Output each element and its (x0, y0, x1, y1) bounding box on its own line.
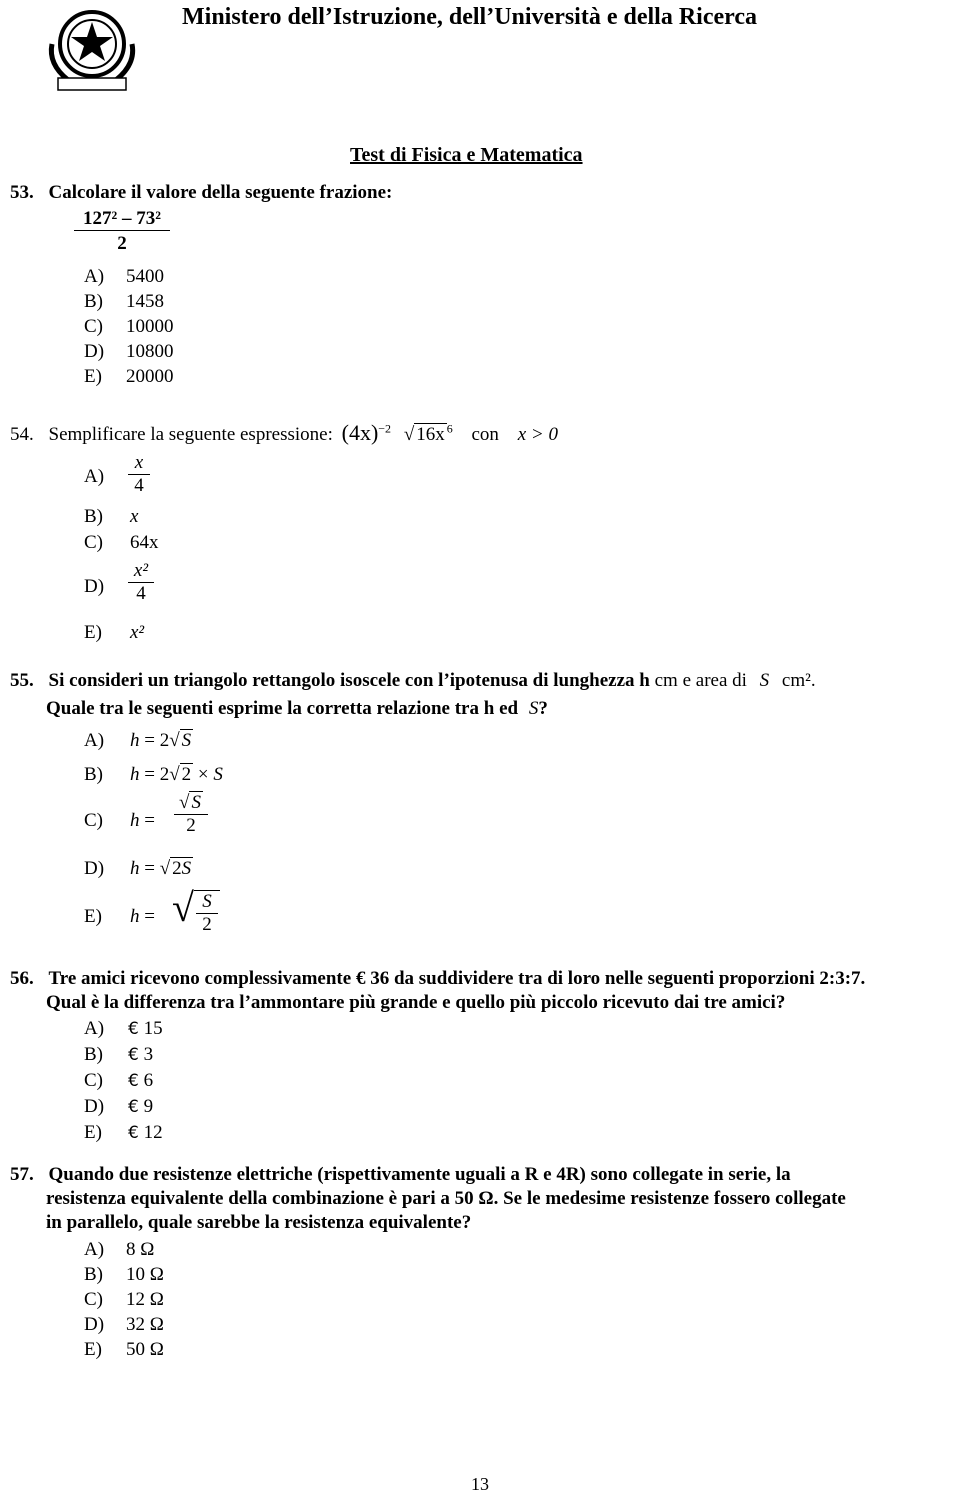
option-c: C) 12 Ω (84, 1289, 164, 1310)
option-b-value: x (130, 506, 139, 527)
option-d-num: x² (128, 560, 154, 583)
question-number: 53. (10, 182, 34, 203)
option-c: C) € 6 (84, 1070, 154, 1091)
option-e-root: √ $\frac{S}{2}$ (172, 888, 220, 936)
option-c-formula: h = (130, 810, 155, 831)
option-d: D) 32 Ω (84, 1314, 164, 1335)
question-57-line2: resistenza equivalente della combinazione è pari a 50 Ω. Se le medesime resistenze fossero collegate (46, 1188, 846, 1209)
option-d-letter: D) (84, 858, 105, 879)
option-c: C) 10000 (84, 316, 174, 337)
option-a-letter: A) (84, 466, 105, 487)
option-d-den: 4 (136, 583, 146, 604)
question-54: 54. Semplificare la seguente espressione: $(4x)^{-2}$ √ 16x $^6$ con x > 0 (10, 420, 558, 445)
option-c-letter: C) (84, 810, 103, 831)
option-b-letter: B) (84, 764, 103, 785)
fraction-numerator: 127² – 73² (74, 208, 170, 231)
option-a: A) 5400 (84, 266, 164, 287)
question-text: Calcolare il valore della seguente frazione: (48, 182, 393, 203)
section-title: Test di Fisica e Matematica (350, 144, 583, 166)
option-a: A) € 15 (84, 1018, 163, 1039)
option-b-letter: B) (84, 506, 103, 527)
option-c-letter: C) (84, 532, 103, 553)
question-56-line2: Qual è la differenza tra l’ammontare più grande e quello più piccolo ricevuto dai tre amici? (46, 992, 786, 1013)
option-e: E) 50 Ω (84, 1339, 164, 1360)
option-a: A) 8 Ω (84, 1239, 155, 1260)
question-number: 54. (10, 424, 34, 445)
option-b-formula: h = 2√ 2 × S (130, 764, 223, 785)
option-b: B) 10 Ω (84, 1264, 164, 1285)
option-e: E) 20000 (84, 366, 174, 387)
option-a-letter: A) (84, 730, 105, 751)
question-55-line1: 55. Si consideri un triangolo rettangolo isoscele con l’ipotenusa di lunghezza h cm e area di S cm². (10, 670, 816, 691)
fraction-denominator: 2 (117, 233, 127, 254)
q53-fraction (74, 208, 170, 255)
option-e-letter: E) (84, 622, 102, 643)
question-55-line2: Quale tra le seguenti esprime la corretta relazione tra h ed S? (46, 698, 548, 719)
page-number: 13 (471, 1474, 489, 1494)
option-e-letter: E) (84, 906, 102, 927)
q56-options (84, 1016, 163, 1146)
option-d-formula: h = √ 2S (130, 858, 192, 879)
question-57-line1: 57. Quando due resistenze elettriche (rispettivamente uguali a R e 4R) sono collegate in serie, la (10, 1164, 791, 1185)
option-a-den: 4 (134, 475, 144, 496)
option-b: B) 1458 (84, 291, 164, 312)
option-e-formula: h = (130, 906, 155, 927)
expression-base: (4x) (341, 420, 379, 445)
question-text: Semplificare la seguente espressione: (48, 424, 333, 445)
republic-emblem (40, 4, 144, 92)
question-57-line3: in parallelo, quale sarebbe la resistenza equivalente? (46, 1212, 472, 1233)
option-e: E) € 12 (84, 1122, 163, 1143)
q57-options (84, 1237, 164, 1362)
option-d-letter: D) (84, 576, 105, 597)
question-56-line1: 56. Tre amici ricevono complessivamente € 36 da suddividere tra di loro nelle seguenti proporzioni 2:3:7. (10, 968, 866, 989)
ministry-header: Ministero dell’Istruzione, dell’Università e della Ricerca (182, 4, 758, 30)
option-c-value: 64x (130, 532, 159, 553)
option-a-formula: h = 2√ S (130, 730, 192, 751)
expression-condition: x > 0 (517, 424, 558, 445)
option-a-num: x (128, 452, 150, 475)
option-b: B) € 3 (84, 1044, 154, 1065)
option-e-value: x² (130, 622, 145, 643)
option-d: D) 10800 (84, 341, 174, 362)
option-d: D) € 9 (84, 1096, 154, 1117)
expression-root: 16x (416, 424, 445, 445)
question-53 (10, 182, 392, 204)
q53-options (84, 264, 174, 389)
expression-exponent: −2 (378, 421, 392, 436)
